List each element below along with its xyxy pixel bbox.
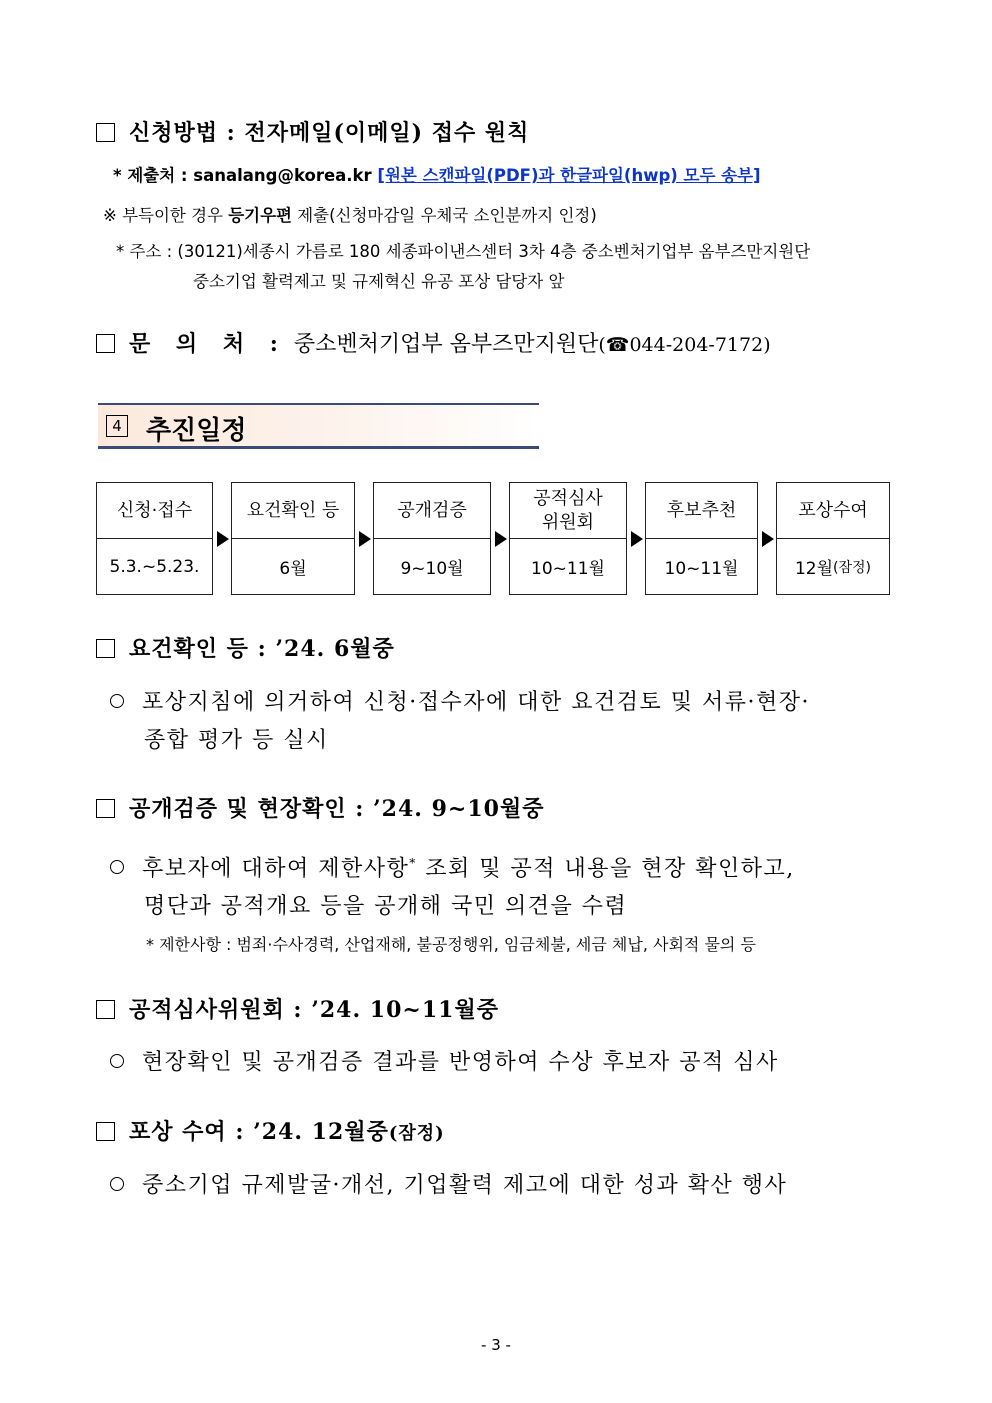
tentative-note: (잠정) [833, 559, 872, 576]
submit-file-note: [원본 스캔파일(PDF)과 한글파일(hwp) 모두 송부] [377, 166, 761, 185]
checkbox-square-icon [96, 639, 115, 658]
submit-address: * 제출처 : sanalang@korea.kr [113, 166, 378, 185]
schedule-step-nominate [645, 482, 758, 595]
arrow-right-icon [217, 531, 229, 547]
schedule-step-date: 10~11월 [531, 559, 605, 579]
section-title: 추진일정 [146, 416, 247, 446]
section-number: 4 [106, 415, 128, 437]
bullet-circle-icon [110, 860, 124, 874]
schedule-step-committee [509, 482, 627, 595]
checkbox-square-icon [96, 123, 115, 142]
review-heading: 요건확인 등 : ’24. 6월중 [96, 632, 395, 663]
award-body: 중소기업 규제발굴·개선, 기업활력 제고에 대한 성과 확산 행사 [110, 1167, 787, 1205]
schedule-step-date: 5.3.~5.23. [109, 556, 200, 577]
schedule-step-verify [373, 482, 491, 595]
bullet-circle-icon [110, 1054, 124, 1068]
registered-mail-label: 등기우편 [228, 206, 292, 225]
schedule-step-label: 공적심사 위원회 [510, 483, 626, 539]
checkbox-square-icon [96, 334, 115, 353]
schedule-step-date: 6월 [279, 559, 307, 579]
checkbox-square-icon [96, 1122, 115, 1141]
submit-line [113, 162, 761, 186]
bullet-circle-icon [110, 1177, 124, 1191]
mail-line: ※ 부득이한 경우 등기우편 제출(신청마감일 우체국 소인분까지 인정) [103, 206, 597, 225]
schedule-step-label: 신청·접수 [97, 483, 212, 539]
schedule-step-label: 포상수여 [777, 483, 889, 539]
arrow-right-icon [762, 531, 774, 547]
contact-phone: (☎044-204-7172) [598, 334, 771, 356]
address-line-2: 중소기업 활력제고 및 규제혁신 유공 포상 담당자 앞 [193, 272, 565, 291]
schedule-step-review [231, 482, 355, 595]
contact-line [96, 327, 771, 358]
verify-footnote: * 제한사항 : 범죄·수사경력, 산업재해, 불공정행위, 임금체불, 세금 체납, 사회적 물의 등 [146, 935, 756, 954]
review-body: 포상지침에 의거하여 신청·접수자에 대한 요건검토 및 서류·현장· 종합 평가 등 실시 [110, 684, 810, 760]
schedule-step-date: 9~10월 [400, 559, 464, 579]
schedule-step-apply [96, 482, 213, 595]
verify-body: 후보자에 대하여 제한사항* 조회 및 공적 내용을 현장 확인하고, 명단과 공적개요 등을 공개해 국민 의견을 수렴 [110, 844, 795, 926]
address-line-1: * 주소 : (30121)세종시 가름로 180 세종파이낸스센터 3차 4층 중소벤처기업부 옴부즈만지원단 [116, 242, 811, 261]
bullet-circle-icon [110, 694, 124, 708]
page-number: - 3 - [481, 1336, 511, 1354]
schedule-step-date: 12월 (잠정) [777, 539, 889, 594]
schedule-step-label: 공개검증 [374, 483, 490, 539]
section-header [98, 403, 539, 449]
schedule-step-date: 10~11월 [664, 559, 739, 579]
committee-heading: 공적심사위원회 : ’24. 10~11월중 [96, 993, 499, 1024]
contact-label: 문 의 처 : [129, 331, 287, 357]
schedule-step-award [776, 482, 890, 595]
arrow-right-icon [631, 531, 643, 547]
apply-heading: 신청방법 : 전자메일(이메일) 접수 원칙 [96, 116, 529, 147]
schedule-step-label: 후보추천 [646, 483, 757, 539]
checkbox-square-icon [96, 799, 115, 818]
arrow-right-icon [495, 531, 507, 547]
award-heading: 포상 수여 : ’24. 12월중(잠정) [96, 1115, 445, 1146]
checkbox-square-icon [96, 1000, 115, 1019]
committee-body: 현장확인 및 공개검증 결과를 반영하여 수상 후보자 공적 심사 [110, 1044, 779, 1082]
contact-value: 중소벤처기업부 옴부즈만지원단 [293, 332, 599, 357]
arrow-right-icon [359, 531, 371, 547]
schedule-step-label: 요건확인 등 [232, 483, 354, 539]
verify-heading: 공개검증 및 현장확인 : ’24. 9~10월중 [96, 792, 544, 823]
